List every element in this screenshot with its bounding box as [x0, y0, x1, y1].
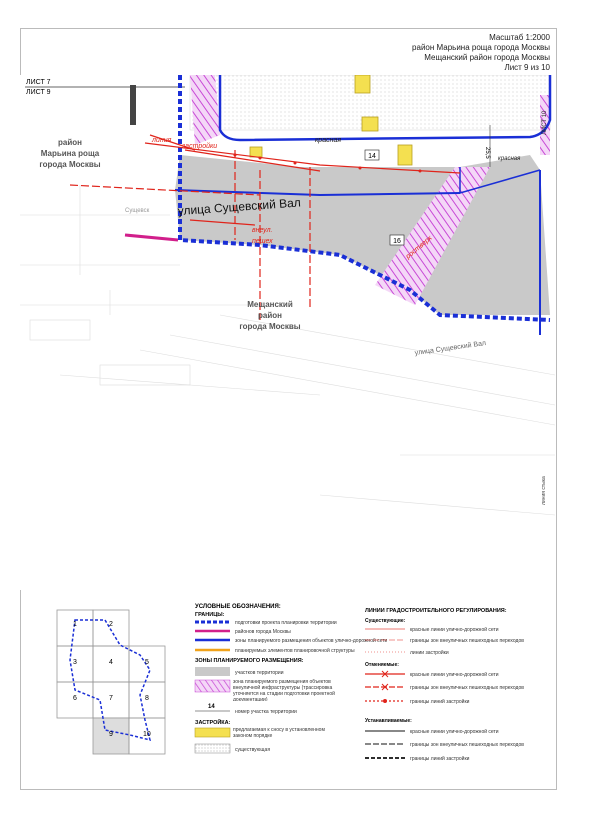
legend-s3: границы линий застройки [410, 756, 470, 762]
area-left-2: Марьина роща [40, 149, 100, 158]
label-zastroyki: застройки [182, 143, 218, 150]
legend-s1: красные линии улично-дорожной сети [410, 729, 499, 735]
label-vneuli: внеул. [252, 227, 273, 234]
zone-16-label: 16 [393, 238, 401, 245]
area-left-3: города Москвы [39, 160, 101, 169]
legend-established-title: Устанавливаемые: [365, 718, 412, 724]
area-left-1: район [58, 138, 82, 147]
area-bottom-2: район [258, 311, 282, 320]
scale-label: Масштаб 1:2000 [489, 33, 550, 42]
label-liniya: линия [152, 137, 172, 144]
legend-e2: границы зон внеуличных пешеходных переходов [410, 638, 524, 644]
sheet-right-label: ЛИСТ 10 [542, 110, 548, 135]
label-rostverk: ростверк [404, 234, 434, 261]
legend-z1-swatch [195, 667, 230, 676]
legend-z2-swatch [195, 680, 230, 692]
legend-cancelled-swatches [365, 671, 405, 703]
building-1 [355, 75, 370, 93]
district-2-label: Мещанский район города Москвы [424, 53, 550, 62]
legend-z3: номер участка территории [235, 709, 297, 715]
area-bottom-3: города Москвы [239, 322, 301, 331]
street-left-label: Сущевск [125, 208, 150, 214]
building-4 [250, 147, 262, 157]
index-cell-6: 6 [73, 695, 77, 702]
district-1-label: район Марьина роща города Москвы [412, 43, 550, 52]
legend-building-title: ЗАСТРОЙКА: [195, 720, 231, 726]
street-right-label: линия стыка [541, 476, 547, 505]
legend-c2: границы зон внеуличных пешеходных переходов [410, 685, 524, 691]
legend-b1: подготовки проекта планировки территории [235, 620, 337, 626]
legend-existing-swatches [365, 629, 405, 652]
sheet-top-label: ЛИСТ 7 [26, 79, 51, 86]
legend-d1-swatch [195, 728, 230, 737]
legend-boundaries-title: ГРАНИЦЫ: [195, 612, 225, 618]
corner-marker [130, 85, 136, 125]
sheet-number-label: Лист 9 из 10 [504, 63, 550, 72]
legend-b2: районов города Москвы [235, 629, 291, 635]
index-map [57, 610, 165, 754]
hatch-zone-top [190, 75, 220, 145]
legend-z2: зона планируемого размещения объектов внеуличной инфраструктуры (трассировка уточняется на стадии подготовки проектной документации) [233, 679, 335, 701]
legend-zone-num: 14 [208, 704, 215, 710]
street-main-label: улица Сущевский Вал [177, 195, 302, 218]
index-cell-2: 2 [109, 621, 113, 628]
legend-c3: границы линий застройки [410, 699, 470, 705]
legend-established-swatches [365, 731, 405, 758]
building-3 [398, 145, 412, 165]
area-bottom-1: Мещанский [247, 300, 293, 309]
legend [45, 600, 545, 790]
index-cell-7: 7 [109, 695, 113, 702]
zone-14-label: 14 [368, 153, 376, 160]
legend-z1: участков территории [235, 670, 284, 676]
legend-b4: планируемых элементов планировочной структуры [235, 648, 355, 654]
planning-map [20, 75, 555, 590]
legend-c1: красные линии улично-дорожной сети [410, 672, 499, 678]
index-cell-10: 10 [143, 731, 151, 738]
legend-e3: линии застройки [410, 650, 449, 656]
dimension-label: 25,5 [484, 147, 490, 159]
legend-existing-title: Существующие: [365, 618, 406, 624]
label-peshekh: пешех [252, 238, 273, 245]
building-2 [362, 117, 378, 131]
label-krasnaya: красная [315, 137, 342, 144]
legend-s2: границы зон внеуличных пешеходных переходов [410, 742, 524, 748]
legend-b3: зоны планируемого размещения объектов улично-дорожной сети [235, 638, 388, 644]
legend-cancelled-title: Отменяемые: [365, 662, 399, 668]
index-cell-8: 8 [145, 695, 149, 702]
legend-zones-title: ЗОНЫ ПЛАНИРУЕМОГО РАЗМЕЩЕНИЯ: [195, 658, 304, 664]
index-cell-5: 5 [145, 659, 149, 666]
street-lower-label: улица Сущевский Вал [414, 340, 487, 357]
sheet-bottom-label: ЛИСТ 9 [26, 89, 51, 96]
index-cell-4: 4 [109, 659, 113, 666]
label-krasnaya-2: красная [498, 156, 521, 162]
index-cell-3: 3 [73, 659, 77, 666]
legend-lines-title: ЛИНИИ ГРАДОСТРОИТЕЛЬНОГО РЕГУЛИРОВАНИЯ: [365, 608, 507, 614]
legend-d2: существующая [235, 747, 271, 753]
legend-e1: красные линии улично-дорожной сети [410, 627, 499, 633]
index-cell-9: 9 [109, 731, 113, 738]
index-cell-1: 1 [73, 621, 77, 628]
legend-title: УСЛОВНЫЕ ОБОЗНАЧЕНИЯ: [195, 604, 281, 610]
legend-d1: предлагаемая к сносу в установленном законом порядке [233, 727, 325, 739]
legend-d2-swatch [195, 744, 230, 753]
